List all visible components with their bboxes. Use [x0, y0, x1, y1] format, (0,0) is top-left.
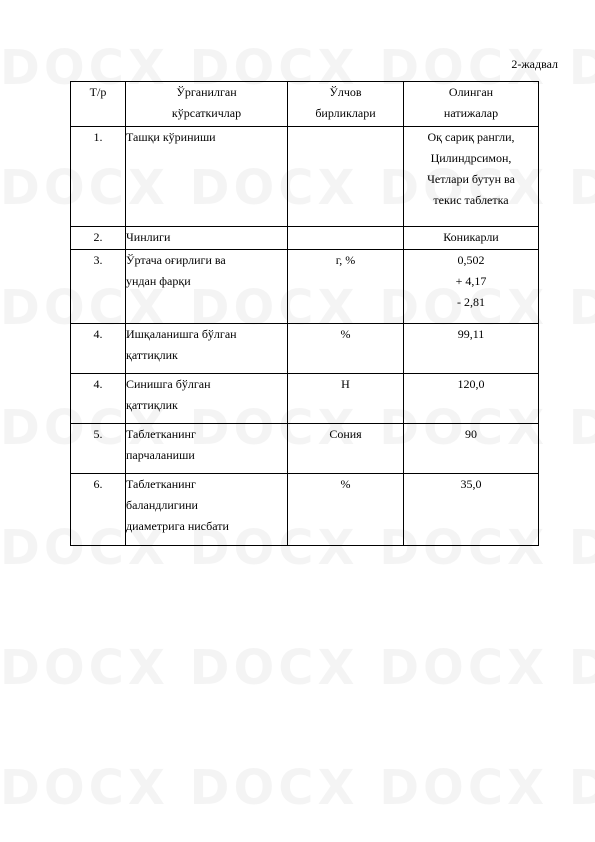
unit-cell	[288, 474, 404, 546]
table-row	[71, 474, 539, 546]
watermark-row	[0, 640, 595, 710]
result-cell	[404, 227, 539, 250]
table-row	[71, 127, 539, 227]
cell-text: 4.	[93, 377, 103, 391]
cell-text: Цилиндрсимон,	[430, 151, 512, 165]
unit-cell	[288, 374, 404, 424]
result-cell	[404, 374, 539, 424]
cell-text: баландлигини	[126, 498, 198, 512]
indicator-cell	[126, 127, 288, 227]
cell-text: Таблетканинг	[126, 477, 196, 491]
result-cell	[404, 250, 539, 324]
unit-cell	[288, 250, 404, 324]
unit-cell	[288, 227, 404, 250]
indicator-cell	[126, 424, 288, 474]
cell-text: Ишқаланишга бўлган	[126, 327, 237, 341]
result-cell	[404, 324, 539, 374]
header-text: натижалар	[443, 106, 499, 120]
cell-text: Ўртача оғирлиги ва	[126, 253, 226, 267]
table-row	[71, 227, 539, 250]
cell-text: диаметрига нисбати	[126, 519, 229, 533]
indicator-cell	[126, 227, 288, 250]
unit-cell	[288, 424, 404, 474]
cell-text: 0,502	[457, 253, 485, 267]
table-row	[71, 324, 539, 374]
cell-text: 35,0	[460, 477, 482, 491]
indicator-cell	[126, 324, 288, 374]
table-row	[71, 424, 539, 474]
header-text: Т/р	[89, 85, 107, 99]
cell-text: ундан фарқи	[126, 274, 191, 288]
header-text: Олинган	[448, 85, 494, 99]
cell-text: 5.	[93, 427, 103, 441]
cell-text: Чинлиги	[126, 230, 171, 244]
cell-text: Сония	[329, 427, 362, 441]
cell-text: 6.	[93, 477, 103, 491]
result-cell	[404, 424, 539, 474]
watermark-row	[0, 760, 595, 830]
indicator-cell	[126, 474, 288, 546]
cell-text: Н	[341, 377, 350, 391]
cell-text: Ташқи кўриниши	[126, 130, 216, 144]
row-number	[71, 474, 126, 546]
cell-text: парчаланиши	[126, 448, 195, 462]
result-cell	[404, 127, 539, 227]
result-cell	[404, 474, 539, 546]
cell-text: Таблетканинг	[126, 427, 196, 441]
cell-text: 90	[465, 427, 477, 441]
table-caption: 2-жадвал	[511, 57, 558, 71]
indicator-cell	[126, 374, 288, 424]
cell-text: 4.	[93, 327, 103, 341]
row-number	[71, 424, 126, 474]
cell-text: + 4,17	[455, 274, 487, 288]
cell-text: Оқ сариқ рангли,	[427, 130, 515, 144]
unit-cell	[288, 324, 404, 374]
header-cell-units	[288, 82, 404, 127]
header-cell-results	[404, 82, 539, 127]
header-text: кўрсаткичлар	[171, 106, 242, 120]
cell-text: - 2,81	[457, 295, 485, 309]
row-number	[71, 227, 126, 250]
cell-text: 120,0	[457, 377, 485, 391]
row-number	[71, 374, 126, 424]
cell-text: Синишга бўлган	[126, 377, 211, 391]
cell-text: г, %	[335, 253, 356, 267]
table-row	[71, 374, 539, 424]
unit-cell	[288, 127, 404, 227]
header-cell-number	[71, 82, 126, 127]
cell-text: 99,11	[457, 327, 485, 341]
results-table	[70, 81, 539, 546]
cell-text: Коникарли	[443, 230, 499, 244]
cell-text: қаттиқлик	[126, 398, 178, 412]
row-number	[71, 250, 126, 324]
cell-text: %	[340, 327, 351, 341]
table-header-row	[71, 82, 539, 127]
cell-text: 2.	[93, 230, 103, 244]
table-row	[71, 250, 539, 324]
cell-text: 1.	[93, 130, 103, 144]
cell-text: текис таблетка	[433, 193, 509, 207]
header-cell-indicators	[126, 82, 288, 127]
row-number	[71, 127, 126, 227]
cell-text: қаттиқлик	[126, 348, 178, 362]
indicator-cell	[126, 250, 288, 324]
cell-text: %	[340, 477, 351, 491]
row-number	[71, 324, 126, 374]
cell-text: Четлари бутун ва	[427, 172, 515, 186]
header-text: Ўлчов	[329, 85, 362, 99]
header-text: Ўрганилган	[176, 85, 237, 99]
header-text: бирликлари	[315, 106, 376, 120]
cell-text: 3.	[93, 253, 103, 267]
